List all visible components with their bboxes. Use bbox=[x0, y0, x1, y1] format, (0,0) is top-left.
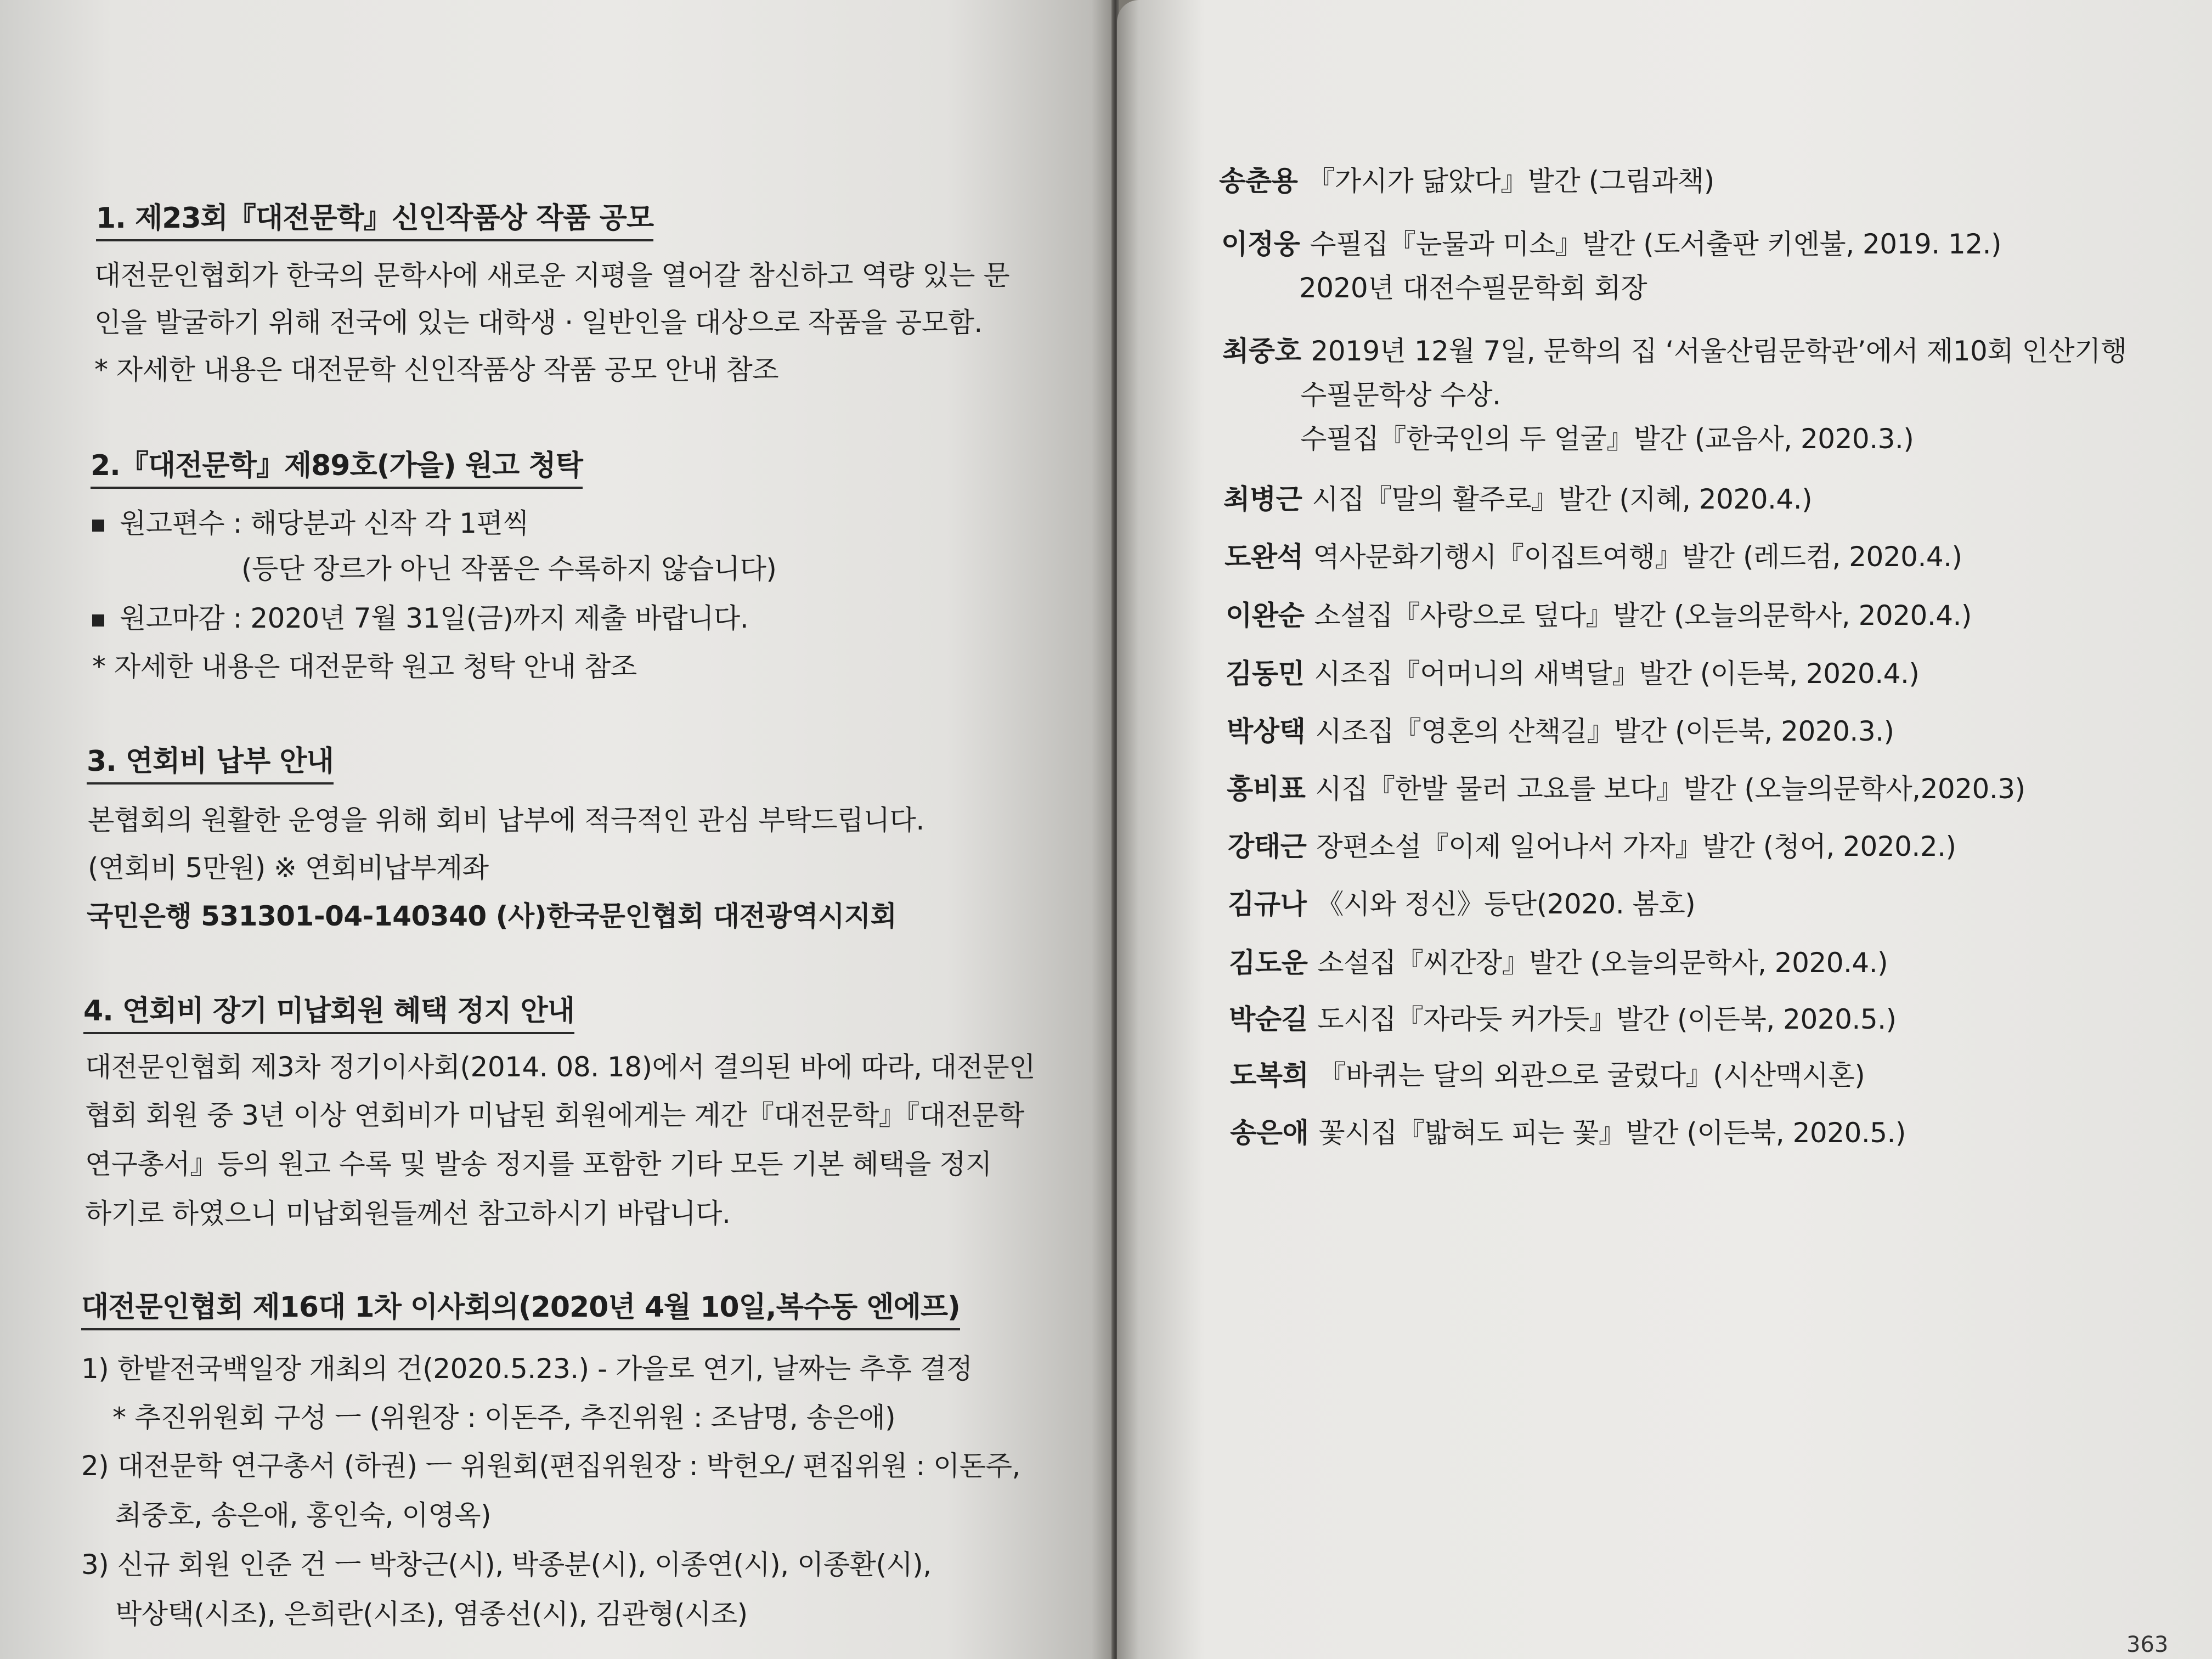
entry-text: 소설집『사랑으로 덮다』발간 (오늘의문학사, 2020.4.) bbox=[1314, 600, 1972, 631]
section-3-line-1: 본협회의 원활한 운영을 위해 회비 납부에 적극적인 관심 부탁드립니다. bbox=[88, 804, 924, 836]
entry-text: 시집『한발 물러 고요를 보다』발간 (오늘의문학사,2020.3) bbox=[1315, 773, 2025, 805]
section-3-bank-account: 국민은행 531301-04-140340 (사)한국문인협회 대전광역시지회 bbox=[87, 900, 897, 932]
author-name: 김규나 bbox=[1228, 888, 1307, 920]
meeting-item-2: 2) 대전문학 연구총서 (하권) ㅡ 위원회(편집위원장 : 박헌오/ 편집위원 : 이돈주, bbox=[81, 1450, 1020, 1482]
entry-text: 시조집『영혼의 산책길』발간 (이든북, 2020.3.) bbox=[1315, 715, 1894, 747]
entry bbox=[1230, 1111, 1906, 1150]
square-bullet-icon bbox=[92, 520, 104, 532]
entry bbox=[1219, 159, 1714, 199]
author-name: 최병근 bbox=[1223, 483, 1302, 515]
entry bbox=[1229, 997, 1897, 1037]
square-bullet-icon bbox=[92, 614, 104, 627]
page-number: 363 bbox=[2126, 1632, 2169, 1657]
meeting-item-2-cont: 최중호, 송은애, 홍인숙, 이영옥) bbox=[115, 1499, 491, 1531]
entry bbox=[1228, 882, 1695, 922]
author-name: 이정웅 bbox=[1221, 228, 1300, 260]
entry-text: 꽃시집『밟혀도 피는 꽃』발간 (이든북, 2020.5.) bbox=[1318, 1117, 1906, 1149]
entry-text: 『바퀴는 달의 외관으로 굴렀다』(시산맥시혼) bbox=[1318, 1059, 1865, 1091]
section-2-line-1 bbox=[92, 501, 529, 541]
entry-continuation: 수필집『한국인의 두 얼굴』발간 (교음사, 2020.3.) bbox=[1300, 423, 1914, 455]
section-2-title: 2.『대전문학』제89호(가을) 원고 청탁 bbox=[91, 442, 583, 489]
meeting-title: 대전문인협회 제16대 1차 이사회의(2020년 4월 10일,복수동 엔에프) bbox=[81, 1284, 960, 1330]
section-1-line-2: 인을 발굴하기 위해 전국에 있는 대학생 · 일반인을 대상으로 작품을 공모함. bbox=[94, 307, 983, 338]
meeting-item-3: 3) 신규 회원 인준 건 ㅡ 박창근(시), 박종분(시), 이종연(시), 이종환(시), bbox=[81, 1549, 932, 1581]
section-3-line-2: (연회비 5만원) ※ 연회비납부계좌 bbox=[88, 852, 489, 884]
entry-text: 시조집『어머니의 새벽달』발간 (이든북, 2020.4.) bbox=[1314, 658, 1920, 690]
entry-text: 역사문화기행시『이집트여행』발간 (레드컴, 2020.4.) bbox=[1313, 541, 1962, 573]
section-4-line-3: 연구총서』등의 원고 수록 및 발송 정지를 포함한 기타 모든 기본 혜택을 정지 bbox=[85, 1148, 992, 1180]
entry bbox=[1227, 709, 1894, 749]
entry-continuation: 수필문학상 수상. bbox=[1300, 379, 1501, 411]
author-name: 최중호 bbox=[1222, 335, 1301, 367]
entry-continuation: 2020년 대전수필문학회 회장 bbox=[1299, 272, 1647, 304]
entry bbox=[1226, 594, 1972, 633]
section-1-title: 1. 제23회『대전문학』신인작품상 작품 공모 bbox=[96, 195, 653, 241]
entry-text: 수필집『눈물과 미소』발간 (도서출판 키엔불, 2019. 12.) bbox=[1310, 228, 2002, 260]
entry-text: 《시와 정신》등단(2020. 봄호) bbox=[1316, 888, 1696, 920]
entry bbox=[1227, 767, 2025, 806]
section-1-line-1: 대전문인협회가 한국의 문학사에 새로운 지평을 열어갈 참신하고 역량 있는 문 bbox=[94, 259, 1010, 291]
entry bbox=[1226, 652, 1919, 691]
author-name: 도복희 bbox=[1230, 1059, 1309, 1091]
author-name: 강태근 bbox=[1228, 831, 1307, 862]
section-2-note: * 자세한 내용은 대전문학 원고 청탁 안내 참조 bbox=[92, 651, 637, 682]
entry-text: 『가시가 닮았다』발간 (그림과책) bbox=[1307, 165, 1714, 197]
section-2-line-3-text: 원고마감 : 2020년 7월 31일(금)까지 제출 바랍니다. bbox=[120, 602, 749, 634]
entry-text: 소설집『씨간장』발간 (오늘의문학사, 2020.4.) bbox=[1317, 947, 1888, 979]
author-name: 이완순 bbox=[1226, 600, 1305, 631]
meeting-item-1-note: * 추진위원회 구성 ㅡ (위원장 : 이돈주, 추진위원 : 조남명, 송은애) bbox=[112, 1402, 896, 1434]
author-name: 송춘용 bbox=[1219, 165, 1298, 197]
author-name: 박상택 bbox=[1227, 715, 1306, 747]
section-4-line-4: 하기로 하였으니 미납회원들께선 참고하시기 바랍니다. bbox=[85, 1198, 731, 1229]
author-name: 박순길 bbox=[1229, 1003, 1308, 1035]
entry bbox=[1223, 477, 1812, 517]
section-2-line-1-text: 원고편수 : 해당분과 신작 각 1편씩 bbox=[120, 507, 529, 539]
section-2-line-3 bbox=[92, 596, 748, 636]
section-2-line-2: (등단 장르가 아닌 작품은 수록하지 않습니다) bbox=[241, 553, 777, 585]
author-name: 송은애 bbox=[1230, 1117, 1309, 1149]
entry bbox=[1222, 329, 2127, 369]
section-4-line-1: 대전문인협회 제3차 정기이사회(2014. 08. 18)에서 결의된 바에 따라, 대전문인 bbox=[85, 1051, 1035, 1083]
entry-text: 2019년 12월 7일, 문학의 집 ‘서울산림문학관’에서 제10회 인산기행 bbox=[1311, 335, 2127, 367]
author-name: 홍비표 bbox=[1227, 773, 1306, 805]
meeting-item-1: 1) 한밭전국백일장 개최의 건(2020.5.23.) - 가을로 연기, 날짜는 추후 결정 bbox=[81, 1353, 973, 1385]
entry-text: 장편소설『이제 일어나서 가자』발간 (청어, 2020.2.) bbox=[1316, 831, 1956, 862]
section-4-line-2: 협회 회원 중 3년 이상 연회비가 미납된 회원에게는 계간『대전문학』『대전문학 bbox=[85, 1099, 1024, 1131]
section-4-title: 4. 연회비 장기 미납회원 혜택 정지 안내 bbox=[83, 988, 574, 1034]
author-name: 김동민 bbox=[1226, 658, 1305, 690]
entry bbox=[1230, 1053, 1865, 1093]
section-1-note: * 자세한 내용은 대전문학 신인작품상 작품 공모 안내 참조 bbox=[94, 354, 779, 386]
entry bbox=[1228, 825, 1956, 864]
author-name: 김도운 bbox=[1229, 947, 1308, 979]
entry bbox=[1221, 222, 2001, 262]
section-3-title: 3. 연회비 납부 안내 bbox=[87, 738, 334, 785]
right-page bbox=[1117, 0, 2212, 1659]
entry-text: 도시집『자라듯 커가듯』발간 (이든북, 2020.5.) bbox=[1317, 1003, 1897, 1035]
entry bbox=[1224, 535, 1962, 574]
entry bbox=[1229, 941, 1888, 980]
meeting-item-3-cont: 박상택(시조), 은희란(시조), 염종선(시), 김관형(시조) bbox=[115, 1598, 748, 1630]
entry-text: 시집『말의 활주로』발간 (지혜, 2020.4.) bbox=[1312, 483, 1813, 515]
author-name: 도완석 bbox=[1224, 541, 1304, 573]
